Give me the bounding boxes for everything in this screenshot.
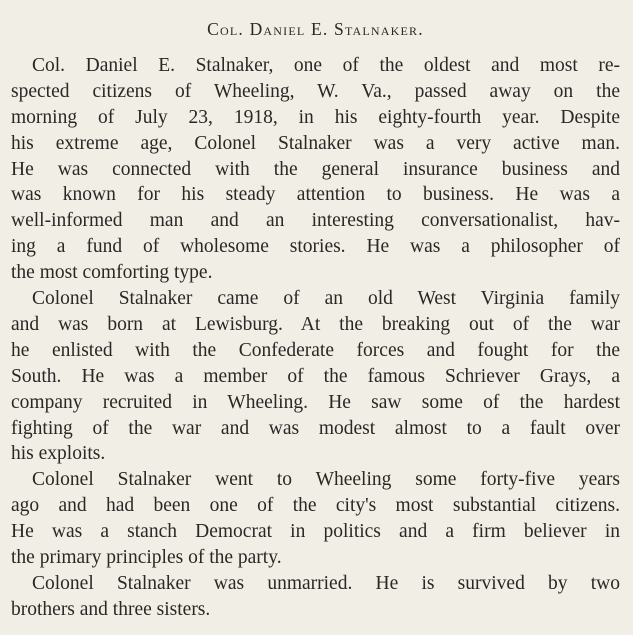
- text-line: his exploits.: [11, 443, 106, 465]
- text-line: his extreme age, Colonel Stalnaker was a very active man.: [11, 132, 620, 154]
- text-line: the most comforting type.: [11, 262, 213, 284]
- text-line: Col. Daniel E. Stalnaker, one of the oldest and most re-: [32, 54, 620, 76]
- text-line: brothers and three sisters.: [11, 598, 211, 620]
- text-line: spected citizens of Wheeling, W. Va., passed away on the: [11, 80, 620, 102]
- text-line: He was a stanch Democrat in politics and a firm believer in: [11, 521, 620, 543]
- paragraph-3: [11, 467, 620, 571]
- text-line: he enlisted with the Confederate forces and fought for the: [11, 339, 620, 361]
- paragraph-1: [11, 53, 620, 286]
- text-line: Colonel Stalnaker went to Wheeling some forty-five years: [32, 469, 620, 491]
- text-line: the primary principles of the party.: [11, 547, 282, 569]
- text-line: South. He was a member of the famous Schriever Grays, a: [11, 365, 620, 387]
- paragraph-2: [11, 286, 620, 467]
- text-line: Colonel Stalnaker was unmarried. He is survived by two: [32, 573, 620, 594]
- text-line: fighting of the war and was modest almost to a fault over: [11, 417, 620, 439]
- text-line: and was born at Lewisburg. At the breaking out of the war: [11, 313, 620, 335]
- article-title: Col. Daniel E. Stalnaker.: [207, 19, 424, 39]
- text-line: Colonel Stalnaker came of an old West Virginia family: [32, 288, 620, 310]
- text-line: morning of July 23, 1918, in his eighty-fourth year. Despite: [11, 106, 620, 128]
- text-line: ing a fund of wholesome stories. He was a philosopher of: [11, 236, 620, 258]
- text-line: He was connected with the general insurance business and: [11, 158, 620, 180]
- text-line: was known for his steady attention to business. He was a: [11, 184, 620, 206]
- text-line: company recruited in Wheeling. He saw some of the hardest: [11, 391, 620, 413]
- paragraph-4: [11, 571, 620, 623]
- text-line: ago and had been one of the city's most substantial citizens.: [11, 495, 620, 517]
- text-line: well-informed man and an interesting conversationalist, hav-: [11, 210, 620, 232]
